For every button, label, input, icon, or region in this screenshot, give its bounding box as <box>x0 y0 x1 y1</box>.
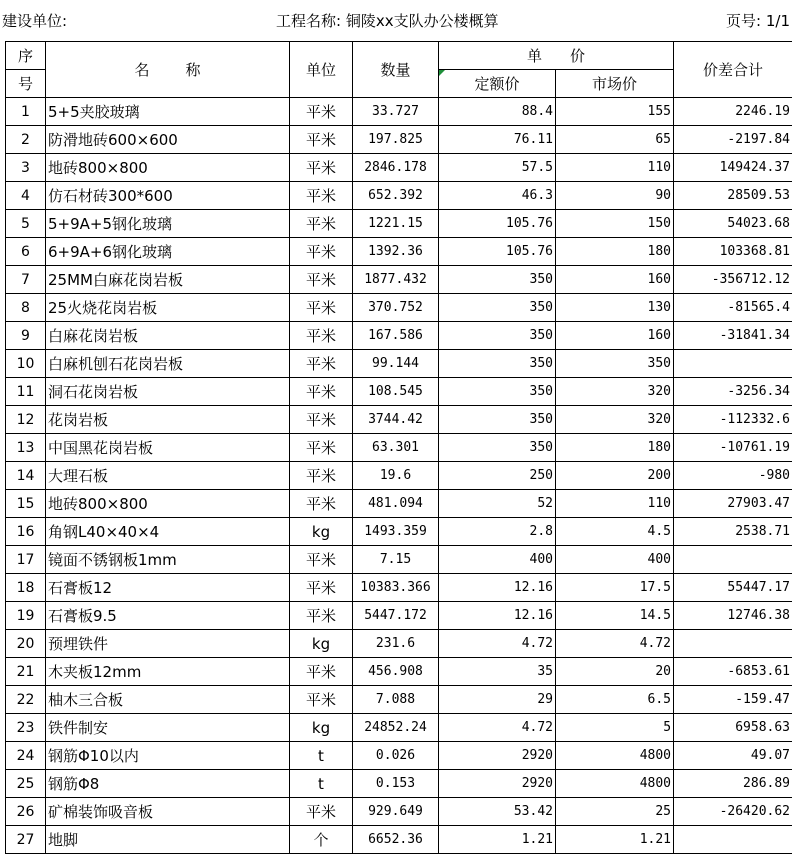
row-market-price-cell[interactable]: 160 <box>556 266 674 294</box>
row-market-price-cell[interactable]: 110 <box>556 490 674 518</box>
row-name-cell[interactable]: 石膏板9.5 <box>46 602 290 630</box>
row-name-cell[interactable]: 洞石花岗岩板 <box>46 378 290 406</box>
row-unit-cell[interactable]: 平米 <box>290 434 353 462</box>
row-seq-cell[interactable]: 17 <box>6 546 46 574</box>
row-name-cell[interactable]: 25MM白麻花岗岩板 <box>46 266 290 294</box>
table-row <box>6 798 792 826</box>
row-market-price-cell[interactable]: 4.72 <box>556 630 674 658</box>
row-diff-cell[interactable]: -356712.12 <box>674 266 792 294</box>
table-row <box>6 294 792 322</box>
row-unit-cell[interactable]: 平米 <box>290 574 353 602</box>
table-row <box>6 686 792 714</box>
row-name-cell[interactable]: 防滑地砖600×600 <box>46 126 290 154</box>
row-qty-cell[interactable]: 167.586 <box>353 322 439 350</box>
table-row <box>6 826 792 854</box>
row-name-cell[interactable]: 铁件制安 <box>46 714 290 742</box>
row-qty-cell[interactable]: 1221.15 <box>353 210 439 238</box>
row-name-cell[interactable]: 矿棉装饰吸音板 <box>46 798 290 826</box>
row-market-price-cell[interactable]: 155 <box>556 98 674 126</box>
row-diff-cell[interactable]: 2538.71 <box>674 518 792 546</box>
row-market-price-cell[interactable]: 6.5 <box>556 686 674 714</box>
row-name-cell[interactable]: 花岗岩板 <box>46 406 290 434</box>
row-seq-cell[interactable]: 2 <box>6 126 46 154</box>
row-qty-cell[interactable]: 7.088 <box>353 686 439 714</box>
row-seq-cell[interactable]: 25 <box>6 770 46 798</box>
row-unit-cell[interactable]: 平米 <box>290 210 353 238</box>
row-seq-cell[interactable]: 26 <box>6 798 46 826</box>
table-row <box>6 350 792 378</box>
row-unit-cell[interactable]: 平米 <box>290 322 353 350</box>
row-name-cell[interactable]: 大理石板 <box>46 462 290 490</box>
table-row <box>6 406 792 434</box>
row-seq-cell[interactable]: 5 <box>6 210 46 238</box>
row-diff-cell[interactable] <box>674 546 792 574</box>
row-name-cell[interactable]: 地砖800×800 <box>46 154 290 182</box>
row-diff-cell[interactable]: -31841.34 <box>674 322 792 350</box>
col-diff-header[interactable]: 价差合计 <box>674 42 792 98</box>
row-quota-price-cell[interactable]: 57.5 <box>439 154 556 182</box>
row-unit-cell[interactable]: 平米 <box>290 490 353 518</box>
col-market-price-header[interactable]: 市场价 <box>556 70 674 98</box>
row-quota-price-cell[interactable]: 76.11 <box>439 126 556 154</box>
row-qty-cell[interactable]: 7.15 <box>353 546 439 574</box>
row-seq-cell[interactable]: 16 <box>6 518 46 546</box>
row-quota-price-cell[interactable]: 46.3 <box>439 182 556 210</box>
row-quota-price-cell[interactable]: 350 <box>439 294 556 322</box>
row-seq-cell[interactable]: 1 <box>6 98 46 126</box>
row-qty-cell[interactable]: 19.6 <box>353 462 439 490</box>
row-name-cell[interactable]: 6+9A+6钢化玻璃 <box>46 238 290 266</box>
table-row <box>6 490 792 518</box>
row-diff-cell[interactable]: -3256.34 <box>674 378 792 406</box>
table-row <box>6 518 792 546</box>
row-qty-cell[interactable]: 1392.36 <box>353 238 439 266</box>
col-quota-price-header[interactable]: 定额价 <box>439 70 556 98</box>
table-row <box>6 462 792 490</box>
row-diff-cell[interactable]: 6958.63 <box>674 714 792 742</box>
row-unit-cell[interactable]: 平米 <box>290 266 353 294</box>
row-market-price-cell[interactable]: 350 <box>556 350 674 378</box>
table-row <box>6 182 792 210</box>
row-diff-cell[interactable] <box>674 826 792 854</box>
row-quota-price-cell[interactable]: 4.72 <box>439 630 556 658</box>
row-market-price-cell[interactable]: 200 <box>556 462 674 490</box>
row-market-price-cell[interactable]: 65 <box>556 126 674 154</box>
row-diff-cell[interactable]: -2197.84 <box>674 126 792 154</box>
col-name-header[interactable]: 名称 <box>46 42 290 98</box>
row-quota-price-cell[interactable]: 52 <box>439 490 556 518</box>
row-seq-cell[interactable]: 18 <box>6 574 46 602</box>
table-row <box>6 434 792 462</box>
row-name-cell[interactable]: 地砖800×800 <box>46 490 290 518</box>
row-market-price-cell[interactable]: 150 <box>556 210 674 238</box>
row-diff-cell[interactable]: 2246.19 <box>674 98 792 126</box>
row-seq-cell[interactable]: 12 <box>6 406 46 434</box>
row-unit-cell[interactable]: 平米 <box>290 602 353 630</box>
row-seq-cell[interactable]: 21 <box>6 658 46 686</box>
row-quota-price-cell[interactable]: 2.8 <box>439 518 556 546</box>
row-diff-cell[interactable]: 103368.81 <box>674 238 792 266</box>
table-body <box>6 98 792 854</box>
row-qty-cell[interactable]: 10383.366 <box>353 574 439 602</box>
row-market-price-cell[interactable]: 5 <box>556 714 674 742</box>
table-header-row <box>6 42 792 70</box>
row-quota-price-cell[interactable]: 2920 <box>439 770 556 798</box>
row-seq-cell[interactable]: 19 <box>6 602 46 630</box>
row-name-cell[interactable]: 石膏板12 <box>46 574 290 602</box>
row-market-price-cell[interactable]: 110 <box>556 154 674 182</box>
row-market-price-cell[interactable]: 180 <box>556 238 674 266</box>
table-row <box>6 658 792 686</box>
row-seq-cell[interactable]: 8 <box>6 294 46 322</box>
row-unit-cell[interactable]: t <box>290 742 353 770</box>
row-qty-cell[interactable]: 929.649 <box>353 798 439 826</box>
table-row <box>6 378 792 406</box>
table-row <box>6 742 792 770</box>
row-qty-cell[interactable]: 456.908 <box>353 658 439 686</box>
row-qty-cell[interactable]: 2846.178 <box>353 154 439 182</box>
sheet-header <box>0 0 792 41</box>
row-diff-cell[interactable]: -980 <box>674 462 792 490</box>
row-diff-cell[interactable]: 286.89 <box>674 770 792 798</box>
row-name-cell[interactable]: 木夹板12mm <box>46 658 290 686</box>
row-name-cell[interactable]: 地脚 <box>46 826 290 854</box>
row-market-price-cell[interactable]: 1.21 <box>556 826 674 854</box>
row-seq-cell[interactable]: 15 <box>6 490 46 518</box>
row-diff-cell[interactable] <box>674 350 792 378</box>
row-unit-cell[interactable]: 平米 <box>290 378 353 406</box>
row-seq-cell[interactable]: 22 <box>6 686 46 714</box>
row-quota-price-cell[interactable]: 105.76 <box>439 210 556 238</box>
row-seq-cell[interactable]: 9 <box>6 322 46 350</box>
row-unit-cell[interactable]: kg <box>290 630 353 658</box>
row-diff-cell[interactable]: -112332.6 <box>674 406 792 434</box>
row-market-price-cell[interactable]: 180 <box>556 434 674 462</box>
row-diff-cell[interactable]: 149424.37 <box>674 154 792 182</box>
row-unit-cell[interactable]: t <box>290 770 353 798</box>
table-row <box>6 126 792 154</box>
col-seq-header[interactable]: 序 <box>6 42 46 70</box>
page-number-label: 页号: 1/1 <box>726 13 790 29</box>
row-qty-cell[interactable]: 481.094 <box>353 490 439 518</box>
table-row <box>6 546 792 574</box>
row-quota-price-cell[interactable]: 2920 <box>439 742 556 770</box>
row-market-price-cell[interactable]: 90 <box>556 182 674 210</box>
table-row <box>6 238 792 266</box>
row-qty-cell[interactable]: 652.392 <box>353 182 439 210</box>
row-qty-cell[interactable]: 6652.36 <box>353 826 439 854</box>
row-unit-cell[interactable]: 平米 <box>290 658 353 686</box>
row-quota-price-cell[interactable]: 105.76 <box>439 238 556 266</box>
table-row <box>6 714 792 742</box>
table-row <box>6 266 792 294</box>
row-qty-cell[interactable]: 33.727 <box>353 98 439 126</box>
row-quota-price-cell[interactable]: 350 <box>439 434 556 462</box>
row-diff-cell[interactable]: -81565.4 <box>674 294 792 322</box>
row-market-price-cell[interactable]: 25 <box>556 798 674 826</box>
row-unit-cell[interactable]: kg <box>290 714 353 742</box>
row-name-cell[interactable]: 预埋铁件 <box>46 630 290 658</box>
row-qty-cell[interactable]: 231.6 <box>353 630 439 658</box>
row-market-price-cell[interactable]: 4.5 <box>556 518 674 546</box>
row-seq-cell[interactable]: 3 <box>6 154 46 182</box>
row-diff-cell[interactable]: 49.07 <box>674 742 792 770</box>
row-market-price-cell[interactable]: 4800 <box>556 742 674 770</box>
row-market-price-cell[interactable]: 320 <box>556 378 674 406</box>
row-unit-cell[interactable]: 平米 <box>290 126 353 154</box>
table-row <box>6 574 792 602</box>
row-unit-cell[interactable]: 平米 <box>290 182 353 210</box>
row-market-price-cell[interactable]: 160 <box>556 322 674 350</box>
row-name-cell[interactable]: 25火烧花岗岩板 <box>46 294 290 322</box>
table-row <box>6 322 792 350</box>
row-qty-cell[interactable]: 108.545 <box>353 378 439 406</box>
table-row <box>6 630 792 658</box>
row-quota-price-cell[interactable]: 400 <box>439 546 556 574</box>
row-qty-cell[interactable]: 63.301 <box>353 434 439 462</box>
build-unit-label: 建设单位: <box>2 13 67 29</box>
row-seq-cell[interactable]: 13 <box>6 434 46 462</box>
col-seq-header-bottom[interactable]: 号 <box>6 70 46 98</box>
row-unit-cell[interactable]: 个 <box>290 826 353 854</box>
col-unit-header[interactable]: 单位 <box>290 42 353 98</box>
row-unit-cell[interactable]: 平米 <box>290 406 353 434</box>
row-diff-cell[interactable]: -26420.62 <box>674 798 792 826</box>
row-seq-cell[interactable]: 7 <box>6 266 46 294</box>
row-name-cell[interactable]: 白麻花岗岩板 <box>46 322 290 350</box>
row-name-cell[interactable]: 钢筋Φ10以内 <box>46 742 290 770</box>
row-qty-cell[interactable]: 197.825 <box>353 126 439 154</box>
row-unit-cell[interactable]: 平米 <box>290 798 353 826</box>
row-quota-price-cell[interactable]: 350 <box>439 406 556 434</box>
row-diff-cell[interactable]: 28509.53 <box>674 182 792 210</box>
row-name-cell[interactable]: 5+5夹胶玻璃 <box>46 98 290 126</box>
row-market-price-cell[interactable]: 400 <box>556 546 674 574</box>
row-diff-cell[interactable]: -6853.61 <box>674 658 792 686</box>
row-quota-price-cell[interactable]: 12.16 <box>439 602 556 630</box>
row-name-cell[interactable]: 柚木三合板 <box>46 686 290 714</box>
row-unit-cell[interactable]: 平米 <box>290 462 353 490</box>
row-quota-price-cell[interactable]: 88.4 <box>439 98 556 126</box>
row-diff-cell[interactable]: 12746.38 <box>674 602 792 630</box>
row-name-cell[interactable]: 中国黑花岗岩板 <box>46 434 290 462</box>
row-diff-cell[interactable]: -10761.19 <box>674 434 792 462</box>
row-quota-price-cell[interactable]: 250 <box>439 462 556 490</box>
row-qty-cell[interactable]: 99.144 <box>353 350 439 378</box>
table-row <box>6 210 792 238</box>
row-diff-cell[interactable]: 55447.17 <box>674 574 792 602</box>
row-name-cell[interactable]: 仿石材砖300*600 <box>46 182 290 210</box>
row-qty-cell[interactable]: 5447.172 <box>353 602 439 630</box>
table-row <box>6 602 792 630</box>
row-qty-cell[interactable]: 3744.42 <box>353 406 439 434</box>
row-seq-cell[interactable]: 10 <box>6 350 46 378</box>
row-qty-cell[interactable]: 1493.359 <box>353 518 439 546</box>
row-unit-cell[interactable]: 平米 <box>290 686 353 714</box>
row-diff-cell[interactable]: -159.47 <box>674 686 792 714</box>
row-market-price-cell[interactable]: 320 <box>556 406 674 434</box>
row-qty-cell[interactable]: 24852.24 <box>353 714 439 742</box>
row-name-cell[interactable]: 镜面不锈钢板1mm <box>46 546 290 574</box>
row-seq-cell[interactable]: 20 <box>6 630 46 658</box>
table-row <box>6 770 792 798</box>
row-quota-price-cell[interactable]: 29 <box>439 686 556 714</box>
row-unit-cell[interactable]: 平米 <box>290 546 353 574</box>
row-diff-cell[interactable] <box>674 630 792 658</box>
row-unit-cell[interactable]: 平米 <box>290 98 353 126</box>
row-seq-cell[interactable]: 27 <box>6 826 46 854</box>
row-name-cell[interactable]: 白麻机刨石花岗岩板 <box>46 350 290 378</box>
project-name-label: 工程名称: 铜陵xx支队办公楼概算 <box>276 13 499 29</box>
table-row <box>6 98 792 126</box>
row-qty-cell[interactable]: 0.153 <box>353 770 439 798</box>
row-market-price-cell[interactable]: 4800 <box>556 770 674 798</box>
row-seq-cell[interactable]: 14 <box>6 462 46 490</box>
row-quota-price-cell[interactable]: 12.16 <box>439 574 556 602</box>
row-diff-cell[interactable]: 54023.68 <box>674 210 792 238</box>
row-quota-price-cell[interactable]: 35 <box>439 658 556 686</box>
row-market-price-cell[interactable]: 20 <box>556 658 674 686</box>
row-seq-cell[interactable]: 24 <box>6 742 46 770</box>
row-name-cell[interactable]: 5+9A+5钢化玻璃 <box>46 210 290 238</box>
row-seq-cell[interactable]: 4 <box>6 182 46 210</box>
row-unit-cell[interactable]: 平米 <box>290 154 353 182</box>
row-quota-price-cell[interactable]: 53.42 <box>439 798 556 826</box>
row-seq-cell[interactable]: 11 <box>6 378 46 406</box>
row-name-cell[interactable]: 角钢L40×40×4 <box>46 518 290 546</box>
row-seq-cell[interactable]: 23 <box>6 714 46 742</box>
table-row <box>6 154 792 182</box>
col-qty-header[interactable]: 数量 <box>353 42 439 98</box>
row-quota-price-cell[interactable]: 350 <box>439 350 556 378</box>
row-qty-cell[interactable]: 1877.432 <box>353 266 439 294</box>
row-diff-cell[interactable]: 27903.47 <box>674 490 792 518</box>
row-market-price-cell[interactable]: 130 <box>556 294 674 322</box>
row-name-cell[interactable]: 钢筋Φ8 <box>46 770 290 798</box>
row-quota-price-cell[interactable]: 4.72 <box>439 714 556 742</box>
row-quota-price-cell[interactable]: 350 <box>439 378 556 406</box>
row-qty-cell[interactable]: 0.026 <box>353 742 439 770</box>
row-market-price-cell[interactable]: 14.5 <box>556 602 674 630</box>
row-market-price-cell[interactable]: 17.5 <box>556 574 674 602</box>
row-seq-cell[interactable]: 6 <box>6 238 46 266</box>
row-unit-cell[interactable]: 平米 <box>290 294 353 322</box>
row-qty-cell[interactable]: 370.752 <box>353 294 439 322</box>
col-unit-price-header[interactable]: 单价 <box>439 42 674 70</box>
price-difference-table <box>5 41 792 854</box>
row-unit-cell[interactable]: 平米 <box>290 238 353 266</box>
row-quota-price-cell[interactable]: 1.21 <box>439 826 556 854</box>
row-unit-cell[interactable]: kg <box>290 518 353 546</box>
row-quota-price-cell[interactable]: 350 <box>439 266 556 294</box>
row-quota-price-cell[interactable]: 350 <box>439 322 556 350</box>
row-unit-cell[interactable]: 平米 <box>290 350 353 378</box>
